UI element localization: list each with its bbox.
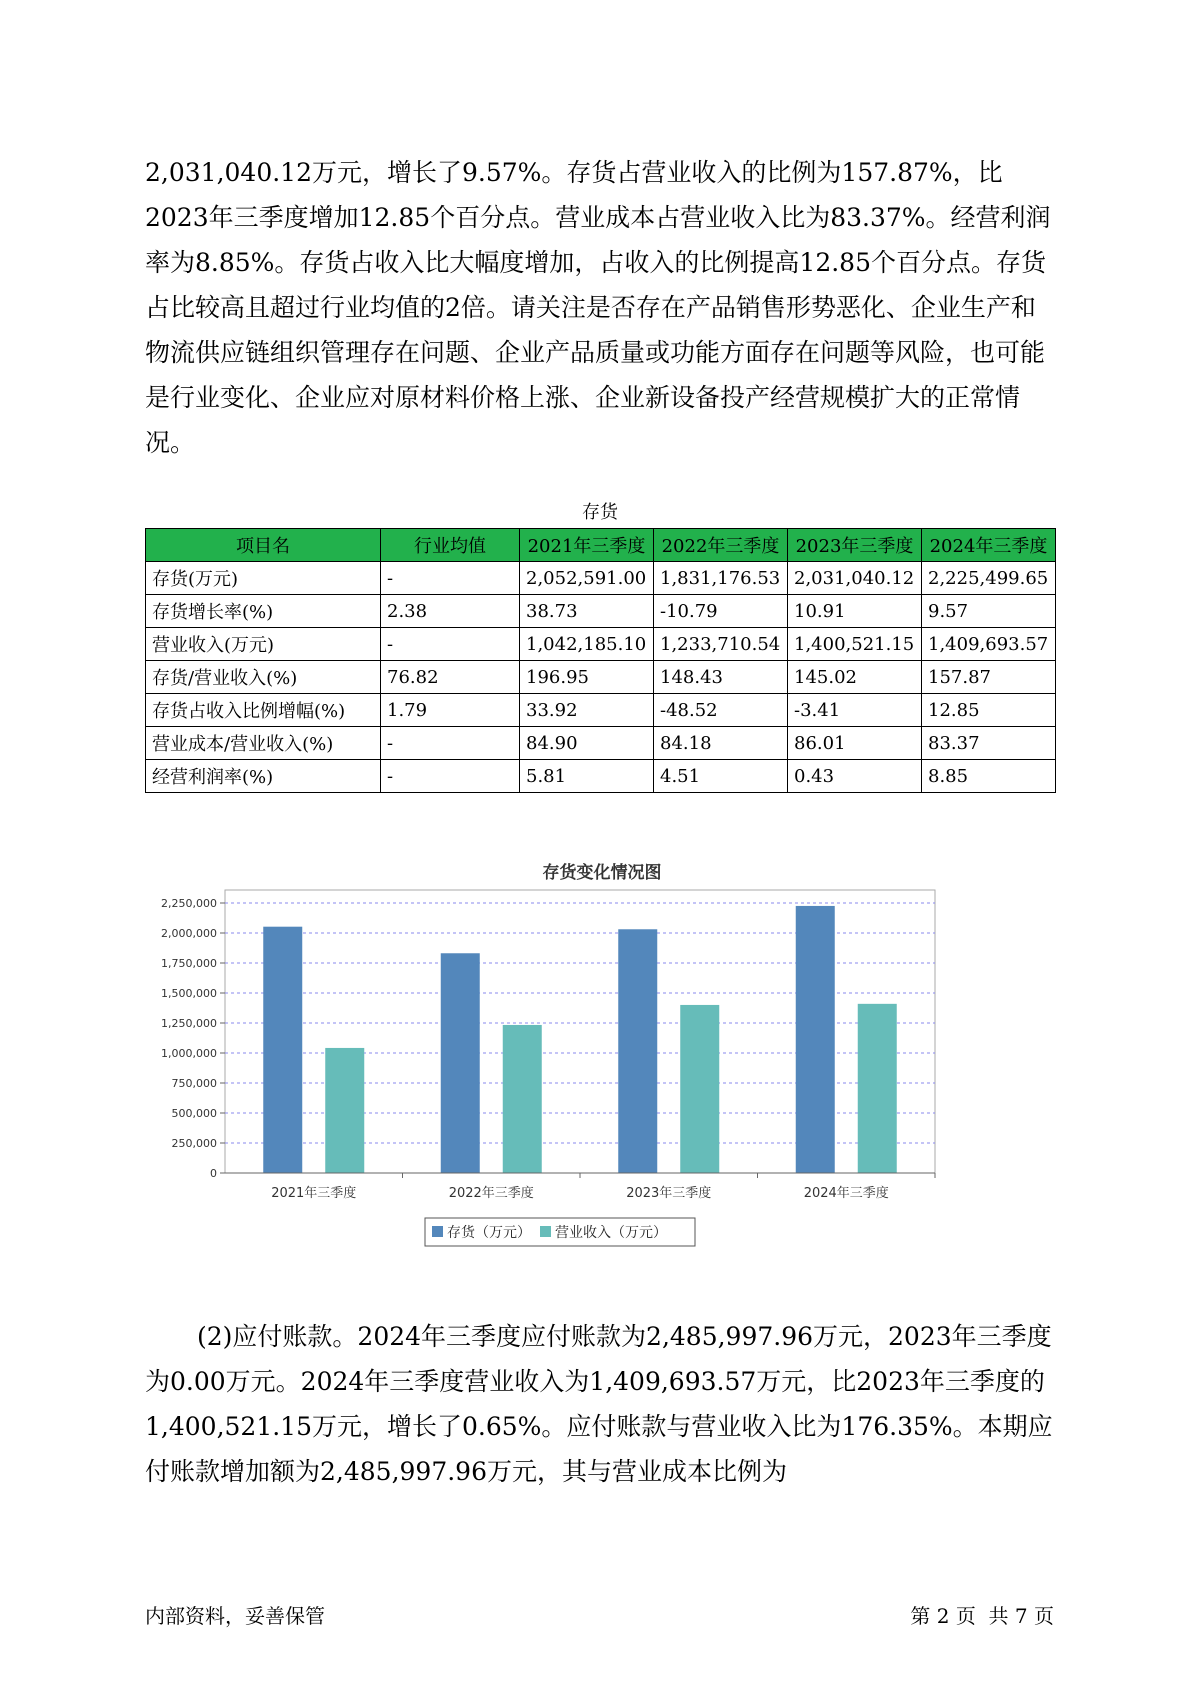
y-tick-label: 1,500,000 — [161, 987, 217, 1000]
table-cell: 148.43 — [654, 661, 788, 694]
paragraph-2-text: (2)应付账款。2024年三季度应付账款为2,485,997.96万元，2023年三季度为0.00万元。2024年三季度营业收入为1,409,693.57万元，比2023年三季度的1,400,521.15万元，增长了0.65%。应付账款与营业收入比为176.35%。本期应付账款增加额为2,485,997.96万元，其与营业成本比例为 — [145, 1322, 1053, 1486]
table-cell: - — [381, 760, 520, 793]
table-cell: 12.85 — [922, 694, 1056, 727]
header-cell: 行业均值 — [381, 529, 520, 562]
table-row — [146, 628, 1056, 661]
table-row — [146, 694, 1056, 727]
table-cell: 10.91 — [788, 595, 922, 628]
row-label-cell: 经营利润率(%) — [146, 760, 381, 793]
table-cell: 145.02 — [788, 661, 922, 694]
table-cell: 83.37 — [922, 727, 1056, 760]
y-tick-label: 250,000 — [171, 1137, 217, 1150]
table-cell: - — [381, 727, 520, 760]
bar — [858, 1004, 897, 1173]
table-row — [146, 595, 1056, 628]
y-tick-label: 500,000 — [171, 1107, 217, 1120]
table-row — [146, 562, 1056, 595]
table-cell: 1,831,176.53 — [654, 562, 788, 595]
table-cell: 76.82 — [381, 661, 520, 694]
x-tick-label: 2022年三季度 — [448, 1186, 534, 1201]
table-title: 存货 — [582, 502, 618, 523]
bar — [441, 953, 480, 1173]
table-row — [146, 661, 1056, 694]
legend-label: 营业收入（万元） — [555, 1225, 667, 1241]
bar — [618, 929, 657, 1173]
bar — [796, 906, 835, 1173]
chart-bars — [263, 906, 897, 1173]
chart-title: 存货变化情况图 — [542, 863, 662, 883]
row-label-cell: 存货增长率(%) — [146, 595, 381, 628]
table-cell: 1,409,693.57 — [922, 628, 1056, 661]
row-label-cell: 存货(万元) — [146, 562, 381, 595]
table-cell: 1,400,521.15 — [788, 628, 922, 661]
table-cell: 84.90 — [520, 727, 654, 760]
table-cell: - — [381, 628, 520, 661]
y-tick-label: 1,000,000 — [161, 1047, 217, 1060]
header-cell: 2021年三季度 — [520, 529, 654, 562]
y-tick-label: 750,000 — [171, 1077, 217, 1090]
bar — [263, 927, 302, 1173]
body-paragraph-1: 2,031,040.12万元，增长了9.57%。存货占营业收入的比例为157.87%，比2023年三季度增加12.85个百分点。营业成本占营业收入比为83.37%。经营利润率为8.85%。存货占收入比大幅度增加，占收入的比例提高12.85个百分点。存货占比较高且超过行业均值的2倍。请关注是否存在产品销售形势恶化、企业生产和物流供应链组织管理存在问题、企业产品质量或功能方面存在问题等风险，也可能是行业变化、企业应对原材料价格上涨、企业新设备投产经营规模扩大的正常情况。 — [145, 158, 1051, 457]
table-cell: 84.18 — [654, 727, 788, 760]
table-cell: 38.73 — [520, 595, 654, 628]
table-cell: 1,042,185.10 — [520, 628, 654, 661]
header-cell: 项目名 — [146, 529, 381, 562]
legend-swatch — [540, 1226, 551, 1237]
x-tick-label: 2021年三季度 — [271, 1186, 357, 1201]
chart-legend — [425, 1218, 695, 1246]
table-cell: 33.92 — [520, 694, 654, 727]
legend-swatch — [432, 1226, 443, 1237]
table-cell: - — [381, 562, 520, 595]
header-cell: 2023年三季度 — [788, 529, 922, 562]
row-label-cell: 营业成本/营业收入(%) — [146, 727, 381, 760]
bar — [680, 1005, 719, 1173]
table-cell: 9.57 — [922, 595, 1056, 628]
table-cell: -10.79 — [654, 595, 788, 628]
inventory-table — [145, 528, 1056, 793]
y-tick-label: 2,250,000 — [161, 897, 217, 910]
table-cell: 5.81 — [520, 760, 654, 793]
bar — [503, 1025, 542, 1173]
footer-confidential-note: 内部资料，妥善保管 — [145, 1604, 325, 1628]
y-tick-label: 2,000,000 — [161, 927, 217, 940]
table-cell: 0.43 — [788, 760, 922, 793]
table-row — [146, 727, 1056, 760]
table-cell: -48.52 — [654, 694, 788, 727]
x-axis — [225, 1173, 935, 1201]
row-label-cell: 存货/营业收入(%) — [146, 661, 381, 694]
table-cell: 2,225,499.65 — [922, 562, 1056, 595]
y-tick-label: 0 — [210, 1167, 217, 1180]
table-cell: 2,031,040.12 — [788, 562, 922, 595]
row-label-cell: 营业收入(万元) — [146, 628, 381, 661]
header-cell: 2022年三季度 — [654, 529, 788, 562]
inventory-chart — [145, 850, 1055, 1290]
table-cell: 86.01 — [788, 727, 922, 760]
table-cell: 2.38 — [381, 595, 520, 628]
row-label-cell: 存货占收入比例增幅(%) — [146, 694, 381, 727]
table-body — [146, 562, 1056, 793]
table-header-row — [146, 529, 1056, 562]
bar — [325, 1048, 364, 1173]
table-cell: 157.87 — [922, 661, 1056, 694]
legend-label: 存货（万元） — [447, 1225, 531, 1241]
x-tick-label: 2024年三季度 — [803, 1186, 889, 1201]
table-cell: -3.41 — [788, 694, 922, 727]
table-cell: 1.79 — [381, 694, 520, 727]
table-row — [146, 760, 1056, 793]
x-tick-label: 2023年三季度 — [626, 1186, 712, 1201]
y-axis — [161, 897, 225, 1180]
body-paragraph-2 — [145, 1314, 1055, 1494]
table-cell: 8.85 — [922, 760, 1056, 793]
y-tick-label: 1,750,000 — [161, 957, 217, 970]
table-cell: 2,052,591.00 — [520, 562, 654, 595]
footer-page-number: 第 2 页 共 7 页 — [910, 1604, 1054, 1628]
table-cell: 1,233,710.54 — [654, 628, 788, 661]
y-tick-label: 1,250,000 — [161, 1017, 217, 1030]
table-cell: 4.51 — [654, 760, 788, 793]
table-cell: 196.95 — [520, 661, 654, 694]
header-cell: 2024年三季度 — [922, 529, 1056, 562]
